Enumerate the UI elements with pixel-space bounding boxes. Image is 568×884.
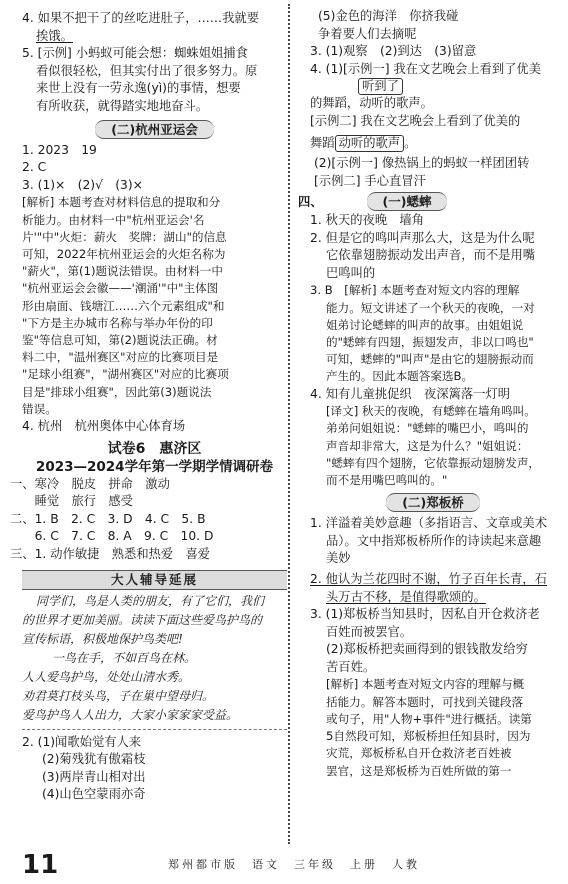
exam-title: 试卷6 惠济区 xyxy=(107,440,202,457)
exam-subtitle: 2023—2024学年第一学期学情调研卷 xyxy=(35,458,274,475)
cricket-answer-3: 能力。短文讲述了一个秋天的夜晚，一对 xyxy=(326,300,535,315)
answer-q2-line: (4)山色空蒙雨亦奇 xyxy=(42,787,146,802)
answer-3: 3. (1)× (2)√ (3)× xyxy=(22,177,143,192)
analysis-line: "杭州亚运会会徽——'潮涌'"中"主体图 xyxy=(22,281,219,296)
answer-q4-line: [示例二] 我在文艺晚会上看到了优美的 xyxy=(310,113,521,128)
answer-top-line: (5)金色的海洋 你挤我碰 xyxy=(318,9,459,23)
answer-q4-line: 4. (1)[示例一] 我在文艺晚会上看到了优美 xyxy=(310,61,542,76)
answer-q3: 3. (1)观察 (2)到达 (3)留意 xyxy=(310,44,477,59)
translation-line: 而不是用嘴巴鸣叫的。" xyxy=(326,472,448,487)
extension-title: 大人辅导延展 xyxy=(22,570,287,590)
answer-q2-line: (3)两岸青山相对出 xyxy=(42,769,146,784)
answer-q4-text: 舞蹈 xyxy=(310,135,335,150)
cricket-answer-3: 3. B [解析] 本题考查对短文内容的理解 xyxy=(310,283,520,298)
section-four-label: 四、 xyxy=(298,195,323,210)
zheng-analysis: 或句子，用"人物+事件"进行概括。读第 xyxy=(326,711,532,726)
translation-line: [译文] 秋天的夜晚，有蟋蟀在墙角鸣叫。 xyxy=(326,404,536,419)
cricket-answer-3: 姐弟讨论蟋蟀的叫声的故事。由姐姐说 xyxy=(326,317,524,332)
zheng-answer-1: 美妙 xyxy=(326,551,351,566)
analysis-line: 片'"中"火炬：薪火 奖牌：湖山"的信息 xyxy=(22,229,227,244)
cricket-answer-3: 的"蟋蟀有四翅，振翅发声，非以口鸣也" xyxy=(326,334,534,349)
answer-q4-line: [示例二] 手心直冒汗 xyxy=(314,173,426,188)
analysis-line: "下方是主办城市名称与举办年份的印 xyxy=(22,315,213,330)
analysis-line: "薪火"，第(1)题说法错误。由材料一中 xyxy=(22,264,223,279)
translation-line: 弟弟问姐姐说："蟋蟀的嘴巴小，鸣叫的 xyxy=(326,421,529,436)
cricket-answer-3: 产生的。因此本题答案选B。 xyxy=(326,369,474,384)
zheng-answer-2: 2. 他认为兰花四时不谢，竹子百年长青，石 xyxy=(310,571,547,586)
zheng-analysis: [解析] 本题考查对短文内容的理解与概 xyxy=(326,677,525,692)
slogan-line: 劝君莫打枝头鸟，子在巢中望母归。 xyxy=(22,688,215,703)
analysis-line: [解析] 本题考查对材料信息的提取和分 xyxy=(22,195,221,210)
answer-q4-text: 。 xyxy=(404,135,417,150)
footer-info: 郑州都市版 语文 三年级 上册 人教 xyxy=(168,858,420,871)
analysis-line: 鉴"等信息可知，第(2)题说法正确。材 xyxy=(22,332,218,347)
answer-q5-line-3: 来世上没有一劳永逸(yì)的事情，想要 xyxy=(36,81,241,96)
answer-q4-line-1: 4. 如果不把干了的丝吃进肚子，……我就要 xyxy=(22,11,259,25)
cricket-answer-1: 1. 秋天的夜晚 墙角 xyxy=(310,212,425,227)
section-title-hangzhou: (二)杭州亚运会 xyxy=(95,120,213,139)
zheng-answer-3: 百姓而被罢官。 xyxy=(326,624,413,639)
slogan-line: 爱鸟护鸟人人出力，大家小家家家受益。 xyxy=(22,707,239,722)
answer-1: 1. 2023 19 xyxy=(22,142,97,157)
part3-line: 三、1. 动作敏捷 熟悉和热爱 喜爱 xyxy=(10,546,211,561)
part2-line-2: 6. C 7. C 8. A 9. C 10. D xyxy=(10,529,214,544)
answer-q2-line: (2)菊残犹有傲霜枝 xyxy=(42,752,146,767)
section-four-row xyxy=(298,192,568,212)
page-number: 11 xyxy=(22,850,59,880)
translation-line: "蟋蟀有四个翅膀，它依靠振动翅膀发声， xyxy=(326,455,541,470)
answer-q5-line-4: 有所收获，就得踏实地地奋斗。 xyxy=(36,98,209,113)
answer-q5-line-2: 看似很轻松，但其实付出了很多努力。原 xyxy=(36,63,258,78)
inserted-phrase-box: 动听的歌声 xyxy=(335,135,405,152)
section-title-cricket: (一)蟋蟀 xyxy=(367,192,448,211)
answer-q2-line: 2. (1)闻歌始觉有人来 xyxy=(22,734,142,749)
answer-4: 4. 杭州 杭州奥体中心体育场 xyxy=(22,418,186,433)
answer-q5-line-1: 5. [示例] 小蚂蚁可能会想：蜘蛛姐姐捕食 xyxy=(22,46,248,61)
answer-2: 2. C xyxy=(22,160,47,175)
analysis-line: "足球小组赛"，"湖州赛区"对应的比赛项 xyxy=(22,367,229,382)
left-column xyxy=(0,0,287,846)
analysis-line: 析能力。由材料一中"杭州亚运会'名 xyxy=(22,212,205,227)
zheng-analysis: 罢官，这是郑板桥为百姓所做的第一 xyxy=(326,763,512,778)
page-footer xyxy=(0,846,568,884)
zheng-answer-3: (2)郑板桥把卖画得到的银钱散发给穷 xyxy=(326,642,528,657)
extension-line: 宣传标语，积极地保护鸟类吧! xyxy=(22,631,183,646)
cricket-answer-2: 2. 但是它的鸣叫声那么大，这是为什么呢 xyxy=(310,230,535,245)
answer-top-line: 争着要人们去摘呢 xyxy=(318,26,417,41)
zheng-answer-1: 1. 洋溢着美妙意趣（多指语言、文章或美术 xyxy=(310,516,547,531)
answer-q4-line: 的舞蹈，动听的歌声。 xyxy=(310,96,433,111)
zheng-analysis: 灾荒，郑板桥私自开仓救济老百姓被 xyxy=(326,746,512,761)
analysis-line: 料二中，"温州赛区"对应的比赛项目是 xyxy=(22,350,219,365)
analysis-line: 可知，2022年杭州亚运会的火炬名称为 xyxy=(22,246,226,261)
answer-q4-line: (2)[示例一] 像热锅上的蚂蚁一样团团转 xyxy=(314,156,530,171)
cricket-answer-3: 可知，蟋蟀的"叫声"是由它的翅膀振动而 xyxy=(326,352,534,367)
part1-line-2: 睡觉 旅行 感受 xyxy=(10,494,133,509)
zheng-analysis: 5自然段可知，郑板桥担任知县时，因为 xyxy=(326,729,531,744)
insert-row xyxy=(298,78,568,95)
part2-line-1: 二、1. B 2. C 3. D 4. C 5. B xyxy=(10,511,206,526)
right-column xyxy=(292,0,568,846)
analysis-line: 错误。 xyxy=(22,401,57,416)
inserted-word-box: 听到了 xyxy=(358,78,403,95)
extension-line: 的世界才更加美丽。读读下面这些爱鸟护鸟的 xyxy=(22,612,263,627)
slogan-line: 一鸟在手，不如百鸟在林。 xyxy=(52,650,197,665)
analysis-line: 形由扇面、钱塘江……六个元素组成"和 xyxy=(22,298,225,313)
part1-line-1: 一、寒冷 脱皮 拼命 激动 xyxy=(10,476,170,491)
extension-line: 同学们，鸟是人类的朋友，有了它们，我们 xyxy=(36,593,265,608)
zheng-analysis: 括能力。解答本题时，可找到关键段落 xyxy=(326,694,524,709)
analysis-line: 目是"排球小组赛"，因此第(3)题说法 xyxy=(22,384,212,399)
zheng-answer-2: 头万古不移，是值得歌颂的。 xyxy=(326,589,486,604)
cricket-answer-2: 巴鸣叫的 xyxy=(326,265,376,280)
cricket-answer-2: 它依靠翅膀振动发出声音，而不是用嘴 xyxy=(326,248,536,263)
translation-line: 声音却非常大，这是为什么？"姐姐说： xyxy=(326,438,529,453)
section-title-zhengbanqiao: (二)郑板桥 xyxy=(386,493,479,512)
slogan-line: 人人爱鸟护鸟，处处山清水秀。 xyxy=(22,669,191,684)
zheng-answer-1: 品）。文中指郑板桥所作的诗读起来意趣 xyxy=(326,533,542,548)
parent-extension-box xyxy=(22,570,287,730)
answer-q4-line-2: 挨饿。 xyxy=(36,28,73,43)
zheng-answer-3: 苦百姓。 xyxy=(326,659,376,674)
answer-q4-line xyxy=(298,135,568,153)
cricket-answer-4: 4. 知有儿童挑促织 夜深篱落一灯明 xyxy=(310,386,511,401)
zheng-answer-3: 3. (1)郑板桥当知县时，因私自开仓救济老 xyxy=(310,607,540,622)
